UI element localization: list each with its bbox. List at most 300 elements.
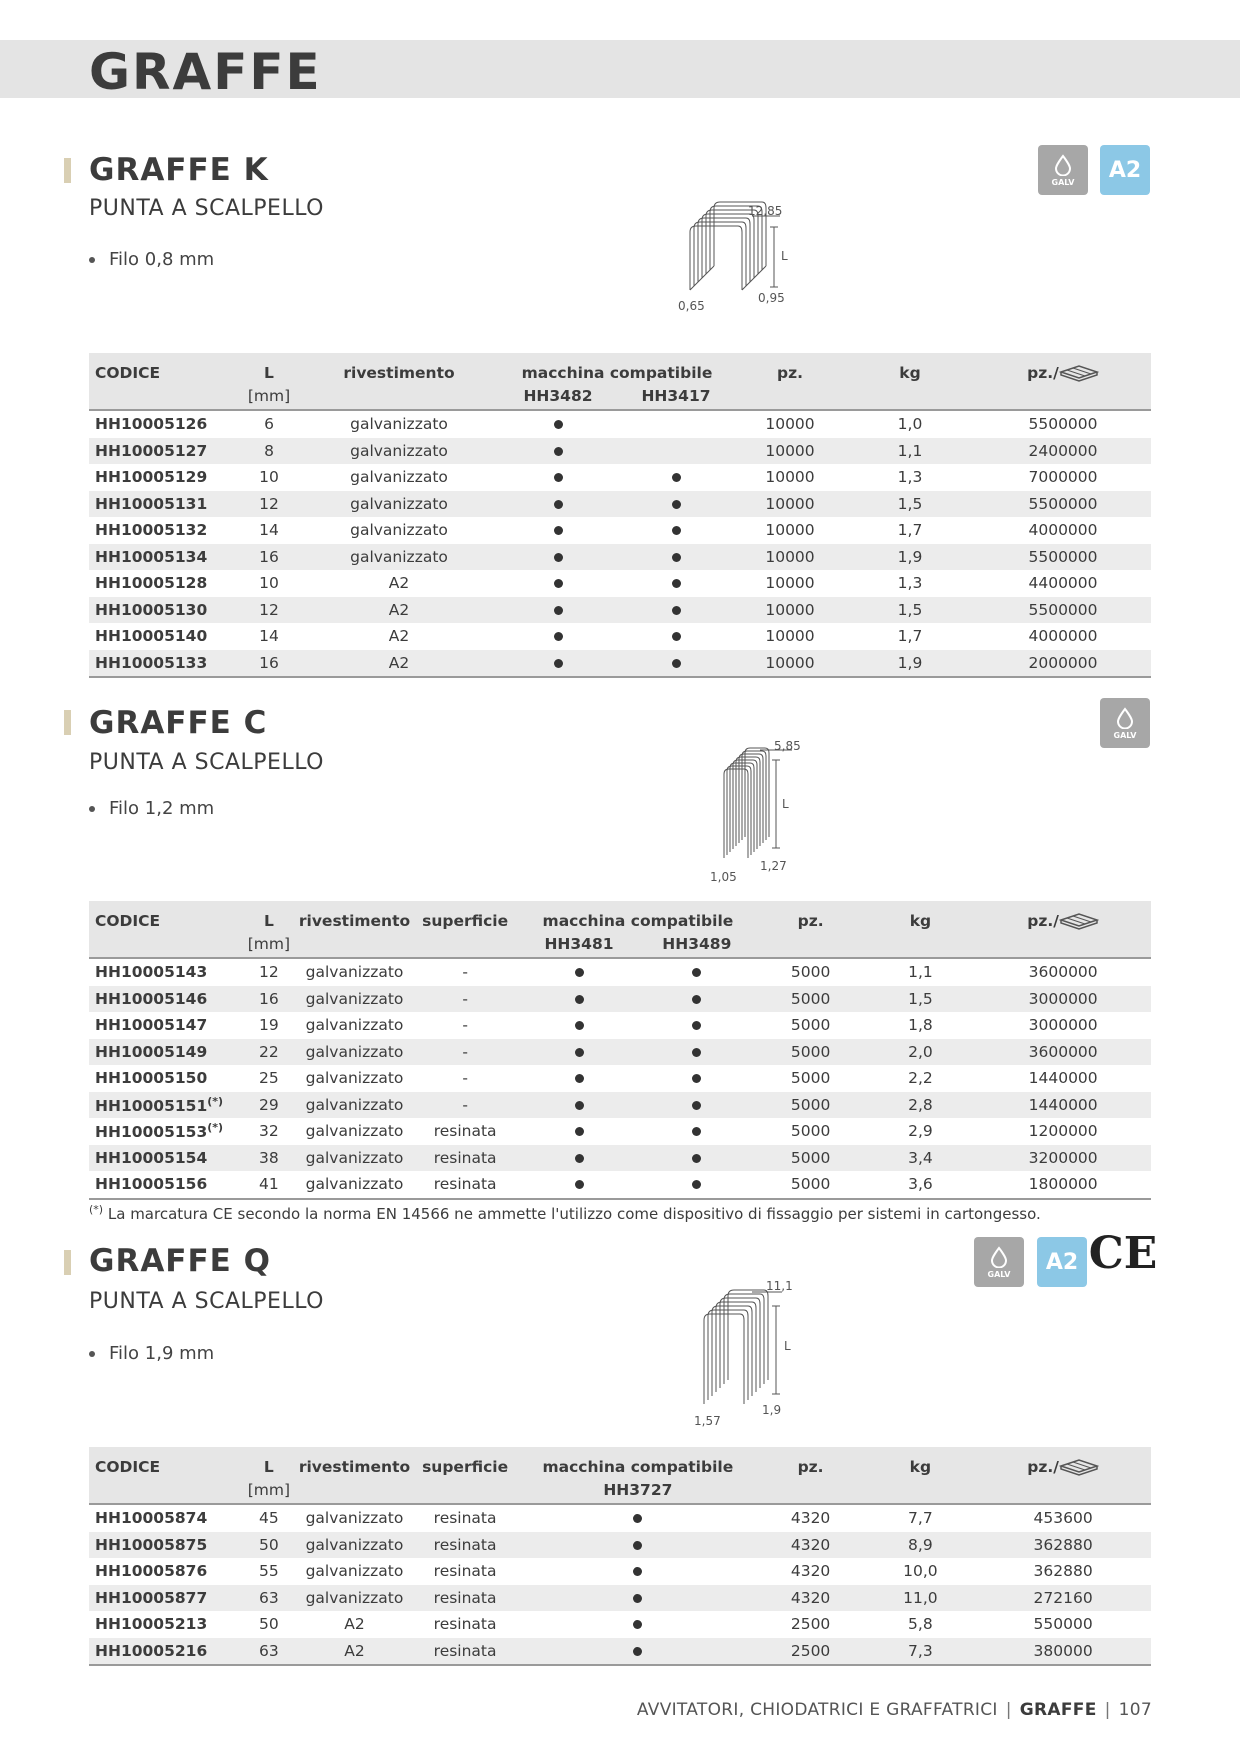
cell-codice — [89, 1092, 239, 1119]
cell-pz: 5000 — [756, 1171, 866, 1199]
header-pz-pallet-label: pz./ — [1027, 911, 1059, 930]
cell-machine-1 — [520, 958, 638, 986]
cell-machine-2 — [617, 544, 735, 571]
header-pz-pallet-label: pz./ — [1027, 1457, 1059, 1476]
cell-length: 25 — [259, 1069, 279, 1088]
cell-machine-1 — [520, 1504, 756, 1532]
compatible-dot-icon — [633, 1567, 642, 1576]
table-row — [89, 544, 1151, 571]
cell-pz-pallet: 3600000 — [975, 1039, 1151, 1066]
cell-codice: HH10005131 — [89, 491, 239, 518]
cell-kg: 11,0 — [865, 1585, 975, 1612]
compatible-dot-icon — [554, 500, 563, 509]
cell-machine-1 — [520, 1585, 756, 1612]
cell-codice: HH10005127 — [89, 438, 239, 465]
compatible-dot-icon — [633, 1541, 642, 1550]
cell-superficie: - — [462, 963, 468, 982]
cell-rivestimento: galvanizzato — [350, 521, 448, 540]
cell-codice: HH10005213 — [95, 1615, 208, 1634]
header-kg: kg — [865, 1447, 975, 1476]
cell-pz: 10000 — [735, 438, 845, 465]
cell-machine-1 — [520, 1145, 638, 1172]
cell-length: 22 — [239, 1039, 299, 1066]
staple-diagram-k — [670, 200, 810, 318]
cell-kg: 8,9 — [865, 1532, 975, 1559]
wire-spec-text: Filo 1,9 mm — [109, 1343, 215, 1364]
cell-superficie: - — [462, 1069, 468, 1088]
cell-pz: 10000 — [765, 468, 815, 487]
cell-kg: 7,3 — [865, 1638, 975, 1666]
cell-length: 6 — [264, 415, 274, 434]
header-macchina: macchina compatibile — [520, 1447, 756, 1476]
header-pz-pallet-label: pz./ — [1027, 363, 1059, 382]
bullet-icon — [89, 1351, 95, 1357]
cell-pz: 10000 — [735, 597, 845, 624]
compatible-dot-icon — [575, 1048, 584, 1057]
codice-text: HH10005149 — [95, 1042, 208, 1061]
cell-pz-pallet: 3200000 — [975, 1145, 1151, 1172]
footnote-mark: (*) — [89, 1203, 104, 1216]
cell-kg: 1,0 — [897, 415, 923, 434]
cell-kg: 1,9 — [845, 544, 975, 571]
table-graffe-c — [89, 901, 1151, 1200]
cell-pz-pallet: 453600 — [1033, 1509, 1093, 1528]
wire-spec-text: Filo 0,8 mm — [109, 249, 215, 270]
cell-machine-1 — [499, 491, 617, 518]
cell-kg: 1,5 — [866, 986, 976, 1013]
wire-spec-text: Filo 1,2 mm — [109, 798, 215, 819]
cell-superficie: - — [410, 986, 520, 1013]
cell-machine-1 — [499, 438, 617, 465]
cell-length: 14 — [259, 521, 279, 540]
cell-pz-pallet: 272160 — [975, 1585, 1151, 1612]
cell-pz-pallet: 1440000 — [1028, 1069, 1098, 1088]
header-l: L — [239, 1447, 299, 1476]
cell-codice: HH10005216 — [89, 1638, 239, 1666]
table-row — [89, 1039, 1151, 1066]
section-accent — [64, 158, 71, 183]
cell-length: 12 — [239, 491, 299, 518]
cell-pz-pallet: 3000000 — [975, 986, 1151, 1013]
cell-kg: 5,8 — [908, 1615, 933, 1634]
cell-length: 32 — [259, 1122, 279, 1141]
cell-pz: 10000 — [735, 491, 845, 518]
header-superficie: superficie — [410, 901, 520, 930]
cell-length: 38 — [239, 1145, 299, 1172]
cell-pz-pallet: 5500000 — [975, 597, 1151, 624]
section-subtitle-k: PUNTA A SCALPELLO — [89, 196, 324, 221]
galv-badge — [974, 1237, 1024, 1287]
cell-pz-pallet: 380000 — [975, 1638, 1151, 1666]
cell-pz-pallet: 550000 — [1033, 1615, 1093, 1634]
pallet-icon — [1059, 364, 1099, 382]
cell-superficie: - — [462, 1016, 468, 1035]
cell-length: 63 — [239, 1638, 299, 1666]
header-rivestimento: rivestimento — [299, 353, 499, 382]
section-title-k: GRAFFE K — [89, 152, 269, 188]
compatible-dot-icon — [633, 1594, 642, 1603]
drop-icon — [990, 1246, 1008, 1268]
compatible-dot-icon — [554, 473, 563, 482]
cell-codice — [89, 1118, 239, 1145]
cell-machine-1 — [520, 986, 638, 1013]
cell-pz: 5000 — [756, 1145, 866, 1172]
cell-pz: 5000 — [756, 986, 866, 1013]
compatible-dot-icon — [575, 1021, 584, 1030]
cell-machine-2 — [638, 1171, 756, 1199]
wire-spec-q — [89, 1342, 214, 1366]
codice-text: HH10005153 — [95, 1123, 208, 1142]
compatible-dot-icon — [554, 447, 563, 456]
cell-machine-1 — [520, 1558, 756, 1585]
cell-pz: 5000 — [790, 1069, 831, 1088]
cell-machine-2 — [617, 650, 735, 678]
cell-rivestimento: galvanizzato — [305, 1122, 404, 1141]
header-unit: [mm] — [239, 382, 299, 410]
compatible-dot-icon — [692, 1154, 701, 1163]
cell-pz-pallet: 362880 — [1033, 1562, 1093, 1581]
a2-badge: A2 — [1100, 145, 1150, 195]
cell-pz: 10000 — [765, 627, 815, 646]
cell-machine-1 — [499, 570, 617, 597]
table-row — [89, 986, 1151, 1013]
compatible-dot-icon — [692, 1048, 701, 1057]
cell-length: 41 — [239, 1171, 299, 1199]
cell-length: 45 — [259, 1509, 279, 1528]
table-graffe-k — [89, 353, 1151, 678]
table-row — [89, 1065, 1151, 1092]
header-l: L — [239, 901, 299, 930]
page-title: GRAFFE — [89, 43, 322, 101]
header-machine-1: HH3727 — [520, 1476, 756, 1504]
cell-pz-pallet: 3000000 — [1028, 1016, 1098, 1035]
cell-machine-2 — [617, 570, 735, 597]
cell-machine-2 — [638, 1065, 756, 1092]
cell-superficie: - — [410, 1092, 520, 1119]
cell-machine-2 — [638, 1145, 756, 1172]
compatible-dot-icon — [554, 420, 563, 429]
dim-leg-k: 0,95 — [758, 291, 785, 305]
codice-text: HH10005147 — [95, 1016, 208, 1035]
cell-length: 14 — [259, 627, 279, 646]
cell-pz: 4320 — [790, 1509, 831, 1528]
cell-rivestimento: galvanizzato — [305, 1069, 404, 1088]
page-footer — [637, 1700, 1152, 1720]
cell-pz-pallet: 1800000 — [975, 1171, 1151, 1199]
table-row — [89, 1558, 1151, 1585]
cell-machine-1 — [520, 1039, 638, 1066]
compatible-dot-icon — [692, 1180, 701, 1189]
section-accent — [64, 710, 71, 735]
header-macchina: macchina compatibile — [520, 901, 756, 930]
cell-codice: HH10005132 — [95, 521, 208, 540]
cell-codice: HH10005134 — [89, 544, 239, 571]
cell-kg: 3,4 — [866, 1145, 976, 1172]
table-row — [89, 464, 1151, 491]
cell-pz: 2500 — [756, 1638, 866, 1666]
cell-codice — [89, 1039, 239, 1066]
cell-pz-pallet: 4400000 — [1028, 574, 1098, 593]
cell-rivestimento: A2 — [299, 1638, 410, 1666]
compatible-dot-icon — [672, 473, 681, 482]
footer-category: AVVITATORI, CHIODATRICI E GRAFFATRICI — [636, 1700, 998, 1720]
cell-machine-1 — [499, 464, 617, 491]
footnote-ce — [89, 1203, 1041, 1223]
cell-length: 12 — [259, 963, 279, 982]
wire-spec-c — [89, 797, 214, 821]
footer-separator: | — [1104, 1700, 1111, 1720]
cell-rivestimento: galvanizzato — [299, 1585, 410, 1612]
cell-codice: HH10005129 — [95, 468, 208, 487]
compatible-dot-icon — [575, 995, 584, 1004]
cell-rivestimento: galvanizzato — [299, 491, 499, 518]
cell-rivestimento: galvanizzato — [299, 438, 499, 465]
cell-machine-1 — [520, 1065, 638, 1092]
table-row — [89, 410, 1151, 438]
page-banner — [0, 40, 1240, 101]
header-machine-1: HH3481 — [520, 930, 638, 958]
codice-text: HH10005154 — [95, 1148, 208, 1167]
cell-pz-pallet: 3600000 — [1028, 963, 1098, 982]
compatible-dot-icon — [692, 1101, 701, 1110]
cell-pz: 5000 — [790, 1016, 831, 1035]
compatible-dot-icon — [672, 526, 681, 535]
cell-length: 10 — [259, 468, 279, 487]
cell-machine-1 — [520, 1171, 638, 1199]
cell-kg: 2,2 — [908, 1069, 933, 1088]
cell-superficie: resinata — [410, 1145, 520, 1172]
cell-codice: HH10005875 — [89, 1532, 239, 1559]
table-row — [89, 1532, 1151, 1559]
compatible-dot-icon — [554, 632, 563, 641]
cell-pz: 10000 — [765, 415, 815, 434]
cell-codice — [89, 1145, 239, 1172]
cell-kg: 1,9 — [845, 650, 975, 678]
cell-machine-1 — [499, 544, 617, 571]
cell-kg: 1,7 — [897, 521, 923, 540]
compatible-dot-icon — [692, 1021, 701, 1030]
compatible-dot-icon — [554, 606, 563, 615]
cell-superficie: resinata — [433, 1122, 497, 1141]
dim-wire-q: 1,57 — [694, 1414, 721, 1428]
table-row — [89, 438, 1151, 465]
drop-icon — [1116, 707, 1134, 729]
cell-pz: 2500 — [790, 1615, 831, 1634]
cell-machine-2 — [638, 1039, 756, 1066]
cell-length: 12 — [239, 597, 299, 624]
dim-wire-c: 1,05 — [710, 870, 737, 884]
galv-badge-label: GALV — [987, 1269, 1011, 1279]
cell-pz: 10000 — [735, 544, 845, 571]
cell-pz-pallet: 5500000 — [975, 491, 1151, 518]
table-graffe-q — [89, 1447, 1151, 1666]
compatible-dot-icon — [554, 579, 563, 588]
compatible-dot-icon — [692, 968, 701, 977]
section-accent — [64, 1250, 71, 1275]
compatible-dot-icon — [672, 500, 681, 509]
codice-text: HH10005146 — [95, 989, 208, 1008]
galv-badge-label: GALV — [1051, 177, 1075, 187]
table-row — [89, 1145, 1151, 1172]
header-pz: pz. — [735, 353, 845, 382]
cell-pz: 4320 — [790, 1562, 831, 1581]
compatible-dot-icon — [575, 968, 584, 977]
cell-machine-2 — [617, 623, 735, 650]
cell-length: 16 — [239, 986, 299, 1013]
a2-badge: A2 — [1037, 1237, 1087, 1287]
footer-separator: | — [1005, 1700, 1012, 1720]
compatible-dot-icon — [672, 659, 681, 668]
cell-kg: 2,8 — [866, 1092, 976, 1119]
cell-length: 55 — [259, 1562, 279, 1581]
cell-length: 50 — [259, 1615, 279, 1634]
cell-codice — [89, 1012, 239, 1039]
cell-codice: HH10005133 — [89, 650, 239, 678]
cell-rivestimento: galvanizzato — [299, 1532, 410, 1559]
cell-kg: 2,9 — [908, 1122, 933, 1141]
cell-machine-1 — [520, 1532, 756, 1559]
cell-codice: HH10005140 — [95, 627, 208, 646]
compatible-dot-icon — [692, 995, 701, 1004]
cell-kg: 1,5 — [845, 597, 975, 624]
compatible-dot-icon — [633, 1514, 642, 1523]
codice-text: HH10005150 — [95, 1069, 208, 1088]
header-pz-pallet — [975, 901, 1151, 930]
cell-pz: 10000 — [735, 650, 845, 678]
cell-codice: HH10005126 — [95, 415, 208, 434]
cell-pz: 5000 — [790, 963, 831, 982]
cell-superficie: resinata — [433, 1509, 497, 1528]
staple-diagram-c — [700, 738, 820, 886]
cell-codice: HH10005874 — [95, 1509, 208, 1528]
cell-length: 29 — [239, 1092, 299, 1119]
codice-text: HH10005156 — [95, 1175, 208, 1194]
footer-page-number: 107 — [1118, 1700, 1152, 1720]
cell-kg: 1,1 — [845, 438, 975, 465]
cell-pz-pallet: 2400000 — [975, 438, 1151, 465]
header-kg: kg — [866, 901, 976, 930]
cell-pz-pallet: 7000000 — [1028, 468, 1098, 487]
cell-pz: 10000 — [765, 574, 815, 593]
header-macchina: macchina compatibile — [499, 353, 735, 382]
cell-kg: 1,1 — [908, 963, 933, 982]
cell-kg: 1,8 — [908, 1016, 933, 1035]
cell-rivestimento: galvanizzato — [305, 1016, 404, 1035]
cell-length: 16 — [239, 544, 299, 571]
cell-pz-pallet: 362880 — [975, 1532, 1151, 1559]
cell-rivestimento: galvanizzato — [299, 1039, 410, 1066]
cell-rivestimento: A2 — [388, 627, 410, 646]
cell-machine-1 — [499, 597, 617, 624]
cell-pz: 10000 — [765, 521, 815, 540]
cell-superficie: resinata — [410, 1638, 520, 1666]
cell-rivestimento: galvanizzato — [299, 1092, 410, 1119]
cell-machine-1 — [499, 410, 617, 438]
compatible-dot-icon — [575, 1101, 584, 1110]
cell-rivestimento: A2 — [299, 597, 499, 624]
pallet-icon — [1059, 1458, 1099, 1476]
cell-superficie: resinata — [433, 1562, 497, 1581]
cell-kg: 1,7 — [897, 627, 923, 646]
cell-machine-2 — [617, 491, 735, 518]
cell-pz: 5000 — [756, 1092, 866, 1119]
cell-length: 63 — [239, 1585, 299, 1612]
section-subtitle-q: PUNTA A SCALPELLO — [89, 1289, 324, 1314]
compatible-dot-icon — [575, 1180, 584, 1189]
header-kg: kg — [845, 353, 975, 382]
cell-codice — [89, 1171, 239, 1199]
dim-length-q: L — [784, 1339, 791, 1353]
pallet-icon — [1059, 912, 1099, 930]
cell-machine-2 — [617, 410, 735, 438]
cell-rivestimento: galvanizzato — [299, 986, 410, 1013]
cell-codice: HH10005877 — [89, 1585, 239, 1612]
cell-codice — [89, 958, 239, 986]
table-row — [89, 1638, 1151, 1666]
table-row — [89, 517, 1151, 544]
cell-rivestimento: A2 — [388, 574, 410, 593]
codice-text: HH10005151 — [95, 1096, 208, 1115]
cell-machine-2 — [638, 1092, 756, 1119]
dim-width-q: 11,1 — [766, 1280, 793, 1293]
galv-badge — [1100, 698, 1150, 748]
header-codice: CODICE — [89, 901, 239, 930]
cell-rivestimento: A2 — [299, 650, 499, 678]
header-machine-2: HH3489 — [638, 930, 756, 958]
compatible-dot-icon — [692, 1074, 701, 1083]
header-pz: pz. — [756, 1447, 866, 1476]
header-pz: pz. — [756, 901, 866, 930]
cell-rivestimento: galvanizzato — [305, 963, 404, 982]
compatible-dot-icon — [692, 1127, 701, 1136]
cell-codice — [89, 986, 239, 1013]
cell-pz: 5000 — [756, 1039, 866, 1066]
cell-codice — [89, 1065, 239, 1092]
cell-machine-1 — [520, 1012, 638, 1039]
dim-length-k: L — [781, 249, 788, 263]
section-subtitle-c: PUNTA A SCALPELLO — [89, 750, 324, 775]
cell-superficie: resinata — [410, 1171, 520, 1199]
footer-section: GRAFFE — [1019, 1700, 1097, 1720]
staple-diagram-q — [690, 1280, 820, 1430]
header-machine-1: HH3482 — [499, 382, 617, 410]
section-title-q: GRAFFE Q — [89, 1243, 271, 1279]
compatible-dot-icon — [672, 606, 681, 615]
cell-rivestimento: galvanizzato — [350, 415, 448, 434]
table-row — [89, 623, 1151, 650]
bullet-icon — [89, 806, 95, 812]
cell-rivestimento: galvanizzato — [305, 1509, 404, 1528]
table-row — [89, 1585, 1151, 1612]
cell-rivestimento: galvanizzato — [350, 468, 448, 487]
compatible-dot-icon — [554, 659, 563, 668]
footnote-mark: (*) — [207, 1121, 224, 1135]
table-row — [89, 1012, 1151, 1039]
table-row — [89, 597, 1151, 624]
cell-machine-1 — [499, 650, 617, 678]
compatible-dot-icon — [672, 632, 681, 641]
cell-rivestimento: galvanizzato — [299, 1145, 410, 1172]
table-row — [89, 1611, 1151, 1638]
cell-pz-pallet: 1200000 — [1028, 1122, 1098, 1141]
dim-length-c: L — [782, 797, 789, 811]
header-machine-2: HH3417 — [617, 382, 735, 410]
cell-length: 16 — [239, 650, 299, 678]
codice-text: HH10005143 — [95, 963, 208, 982]
header-codice: CODICE — [89, 1447, 239, 1476]
footnote-text: La marcatura CE secondo la norma EN 14566 ne ammette l'utilizzo come dispositivo di fissaggio per sistemi in cartongesso. — [107, 1205, 1041, 1223]
cell-machine-2 — [638, 1012, 756, 1039]
